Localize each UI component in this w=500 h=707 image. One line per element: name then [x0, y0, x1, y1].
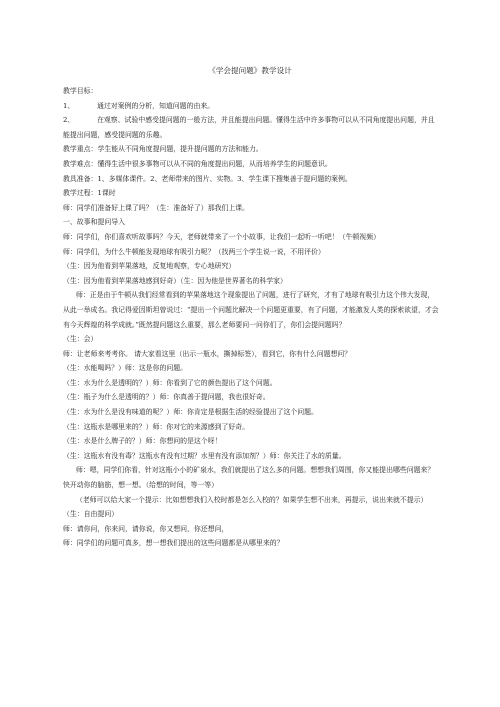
document-body [63, 84, 439, 551]
objective-text: 通过对案例的分析，知道问题的由来。 [97, 101, 215, 110]
dialogue-line: 师：同学们的问题可真多，想一想我们提出的这些问题都是从哪里来的？ [63, 539, 284, 548]
dialogue-paragraph: （老师可以给大家一个提示：比如想想我们入校时都是怎么入校的？如果学生想不出来，再提示，说出来就不提示）（生：自由提问） [63, 495, 428, 519]
dialogue-line: （生：这瓶水是哪里来的？）师：你对它的来源感到了好奇。 [63, 422, 250, 431]
dialogue-line: 师：让老师来考考你。 请大家看这里（出示一瓶水，撕掉标签），看到它，你有什么问题想问？ [63, 349, 352, 358]
dialogue-line: 师：同学们，为什么牛顿能发现地球有吸引力呢？（找两三个学生说一说，不用评价） [63, 247, 325, 256]
dialogue-paragraph: 师：嗯，同学们你看，针对这瓶小小的矿泉水，我们就提出了这么多的问题。想想我们周围，你又能提出哪些问题来？快开动你的脑筋，想一想。（给想的时间，等一等） [63, 466, 435, 490]
student-answer: （生：会） [63, 335, 98, 344]
dialogue-line: 师：同学们准备好上课了吗？（生：准备好了）那我们上课。 [63, 203, 250, 212]
dialogue-paragraph: 师：正是由于牛顿从我们经常看到的苹果落地这个现象提出了问题，进行了研究，才有了地球有吸引力这个伟大发现，从此一举成名。我记得爱因斯坦曾说过：“提出一个问题比解决一个问题更重要，有了问题，才能激发人类的探索欲望，才会有今天辉煌的科学成就。”既然提问题这么重要，那么老师要问一问你们了，你们会提问题吗？ [63, 291, 439, 329]
difficulty: 教学难点：懂得生活中很多事物可以从不同的角度提出问题，从而培养学生的问题意识。 [63, 159, 332, 168]
dialogue-line: （生：瓶子为什么是透明的？）师：你真善于提问题，我也很好奇。 [63, 393, 270, 402]
dialogue-line: 师：同学们，你们喜欢听故事吗？今天，老师就带来了一个小故事，让我们一起听一听吧！（牛顿视频） [63, 232, 380, 241]
document-title: 《学会提问题》教学设计 [208, 66, 292, 75]
teaching-process: 教学过程：1课时 [63, 189, 116, 198]
teaching-aids: 教具准备：1、多媒体课件。2、老师带来的图片、实物。3、学生课下搜集善于提问题的案例。 [63, 174, 352, 183]
objective-number: 2、 [63, 116, 75, 125]
objective-item-1 [63, 99, 439, 114]
dialogue-line: （生：水为什么是没有味道的呢？）师：你肯定是根据生活的经验提出了这个问题。 [63, 408, 318, 417]
section-heading: 一、故事和提问导入 [63, 218, 126, 227]
objectives-heading: 教学目标： [63, 87, 98, 95]
dialogue-line: （生：这瓶水有没有毒？这瓶水有没有过期？水里有没有添加剂？）师：你关注了水的质量。 [63, 451, 346, 460]
student-answer: （生：因为他看到苹果落地感到好奇）（生：因为他是世界著名的科学家） [63, 276, 287, 285]
dialogue-line: （生：水为什么是透明的？）师：你看到了它的颜色提出了这个问题。 [63, 378, 277, 387]
student-answer: （生：因为他看到苹果落地，反复地观察，专心地研究） [63, 262, 236, 271]
objective-text: 在观察、试验中感受提问题的一般方法，并且能提出问题。懂得生活中许多事物可以从不同角度提出问题，并且能提出问题，感受提问题的乐趣。 [63, 116, 435, 139]
objective-number: 1、 [63, 101, 75, 110]
key-point: 教学重点：学生能从不同角度提问题，提升提问题的方法和能力。 [63, 145, 263, 154]
objective-item-2 [63, 113, 439, 142]
dialogue-line: 师：请你问，你来问，请你说，你又想问，你还想问， [63, 524, 229, 533]
dialogue-line: （生：水能喝吗？）师：这是你的问题。 [63, 364, 188, 373]
dialogue-line: （生：水是什么牌子的？）师：你想问的是这个呀！ [63, 437, 222, 446]
